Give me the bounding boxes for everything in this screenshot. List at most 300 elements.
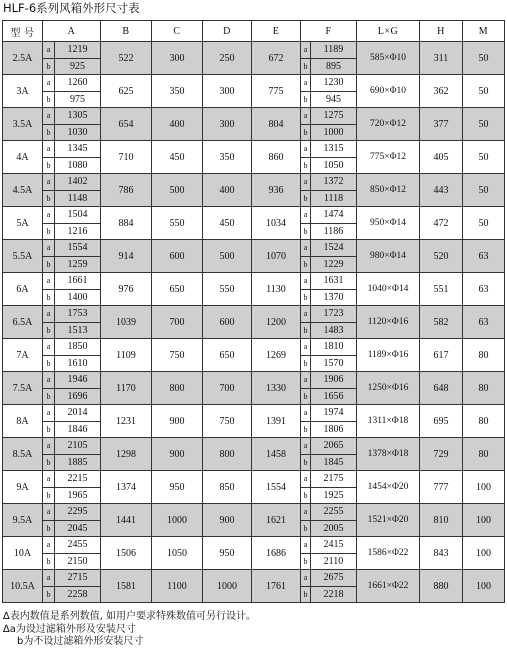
c-cell: 400 [152, 108, 203, 141]
a-sub-label: a [43, 306, 55, 323]
f-value-b: 1229 [311, 256, 357, 273]
model-cell: 7.5A [3, 372, 43, 405]
f-value-a: 1474 [311, 207, 357, 224]
m-cell: 80 [463, 405, 505, 438]
a-sub-label: a [43, 240, 55, 257]
table-row [3, 570, 505, 587]
h-cell: 582 [420, 306, 463, 339]
table-row [3, 174, 505, 191]
a-value-a: 1504 [55, 207, 101, 224]
e-cell: 1269 [252, 339, 301, 372]
h-cell: 777 [420, 471, 463, 504]
a-value-b: 2045 [55, 520, 101, 537]
e-cell: 1034 [252, 207, 301, 240]
lg-cell: 1586×Φ22 [357, 537, 420, 570]
table-row [3, 240, 505, 257]
a-sub-label: b [43, 586, 55, 603]
c-cell: 950 [152, 471, 203, 504]
e-cell: 1391 [252, 405, 301, 438]
a-sub-label: b [43, 322, 55, 339]
f-sub-label: a [301, 75, 311, 92]
c-cell: 750 [152, 339, 203, 372]
m-cell: 100 [463, 504, 505, 537]
triangle-icon: ∆ [3, 611, 10, 622]
f-value-b: 945 [311, 91, 357, 108]
a-value-b: 975 [55, 91, 101, 108]
h-cell: 880 [420, 570, 463, 603]
b-cell: 1374 [101, 471, 152, 504]
h-cell: 617 [420, 339, 463, 372]
f-sub-label: a [301, 273, 311, 290]
f-value-b: 1806 [311, 421, 357, 438]
table-row [3, 42, 505, 59]
a-value-b: 2258 [55, 586, 101, 603]
m-cell: 63 [463, 306, 505, 339]
model-cell: 8.5A [3, 438, 43, 471]
f-value-b: 1925 [311, 487, 357, 504]
table-row [3, 306, 505, 323]
a-sub-label: b [43, 388, 55, 405]
a-sub-label: b [43, 289, 55, 306]
f-sub-label: b [301, 487, 311, 504]
a-sub-label: a [43, 537, 55, 554]
m-cell: 63 [463, 240, 505, 273]
lg-cell: 950×Φ14 [357, 207, 420, 240]
a-value-a: 2455 [55, 537, 101, 554]
a-sub-label: a [43, 339, 55, 356]
document-title: HLF-6系列风箱外形尺寸表 [3, 1, 140, 15]
b-cell: 914 [101, 240, 152, 273]
a-value-b: 1148 [55, 190, 101, 207]
f-sub-label: a [301, 42, 311, 59]
lg-cell: 1311×Φ18 [357, 405, 420, 438]
c-cell: 900 [152, 438, 203, 471]
note-3 [3, 636, 256, 649]
note-2-text: a为设过滤箱外形及安装尺寸 [9, 623, 136, 635]
b-cell: 1506 [101, 537, 152, 570]
f-value-a: 1315 [311, 141, 357, 158]
table-row [3, 504, 505, 521]
f-value-a: 1189 [311, 42, 357, 59]
triangle-icon: ∆ [3, 623, 10, 635]
f-sub-label: b [301, 124, 311, 141]
a-value-b: 1400 [55, 289, 101, 306]
a-sub-label: b [43, 157, 55, 174]
e-cell: 1458 [252, 438, 301, 471]
f-value-b: 1483 [311, 322, 357, 339]
b-cell: 1581 [101, 570, 152, 603]
f-sub-label: a [301, 207, 311, 224]
f-sub-label: a [301, 372, 311, 389]
f-value-a: 1631 [311, 273, 357, 290]
d-cell: 750 [203, 405, 252, 438]
c-cell: 1100 [152, 570, 203, 603]
header-row [3, 21, 505, 42]
f-sub-label: a [301, 405, 311, 422]
table-row [3, 339, 505, 356]
model-cell: 2.5A [3, 42, 43, 75]
h-cell: 377 [420, 108, 463, 141]
d-cell: 300 [203, 75, 252, 108]
a-value-b: 1610 [55, 355, 101, 372]
b-cell: 625 [101, 75, 152, 108]
f-value-a: 2065 [311, 438, 357, 455]
f-sub-label: b [301, 586, 311, 603]
lg-cell: 980×Φ14 [357, 240, 420, 273]
h-cell: 362 [420, 75, 463, 108]
a-value-b: 2150 [55, 553, 101, 570]
f-sub-label: a [301, 339, 311, 356]
f-value-a: 1906 [311, 372, 357, 389]
note-2 [3, 624, 256, 637]
a-value-b: 1216 [55, 223, 101, 240]
e-cell: 1200 [252, 306, 301, 339]
table-row [3, 372, 505, 389]
d-cell: 900 [203, 504, 252, 537]
a-value-b: 1259 [55, 256, 101, 273]
f-value-a: 1275 [311, 108, 357, 125]
a-value-b: 1696 [55, 388, 101, 405]
m-cell: 50 [463, 42, 505, 75]
c-cell: 450 [152, 141, 203, 174]
f-sub-label: b [301, 58, 311, 75]
m-cell: 50 [463, 141, 505, 174]
m-cell: 63 [463, 273, 505, 306]
h-cell: 695 [420, 405, 463, 438]
table-row [3, 108, 505, 125]
a-sub-label: b [43, 454, 55, 471]
c-cell: 350 [152, 75, 203, 108]
f-sub-label: b [301, 223, 311, 240]
b-cell: 654 [101, 108, 152, 141]
c-cell: 650 [152, 273, 203, 306]
table-row [3, 75, 505, 92]
a-value-a: 1345 [55, 141, 101, 158]
lg-cell: 720×Φ12 [357, 108, 420, 141]
f-value-b: 1570 [311, 355, 357, 372]
a-value-b: 1030 [55, 124, 101, 141]
b-cell: 1298 [101, 438, 152, 471]
e-cell: 1761 [252, 570, 301, 603]
h-cell: 551 [420, 273, 463, 306]
a-value-a: 1753 [55, 306, 101, 323]
a-sub-label: b [43, 91, 55, 108]
f-sub-label: a [301, 471, 311, 488]
a-value-a: 2215 [55, 471, 101, 488]
c-cell: 700 [152, 306, 203, 339]
d-cell: 600 [203, 306, 252, 339]
model-cell: 5.5A [3, 240, 43, 273]
c-cell: 1050 [152, 537, 203, 570]
a-value-b: 1885 [55, 454, 101, 471]
header-lg: L×G [357, 21, 420, 42]
d-cell: 400 [203, 174, 252, 207]
lg-cell: 1120×Φ16 [357, 306, 420, 339]
f-sub-label: a [301, 537, 311, 554]
a-sub-label: a [43, 207, 55, 224]
m-cell: 100 [463, 570, 505, 603]
f-sub-label: b [301, 520, 311, 537]
h-cell: 520 [420, 240, 463, 273]
f-value-b: 1186 [311, 223, 357, 240]
e-cell: 672 [252, 42, 301, 75]
b-cell: 1231 [101, 405, 152, 438]
table-row [3, 273, 505, 290]
e-cell: 775 [252, 75, 301, 108]
f-sub-label: b [301, 157, 311, 174]
b-cell: 710 [101, 141, 152, 174]
a-sub-label: a [43, 42, 55, 59]
d-cell: 950 [203, 537, 252, 570]
e-cell: 1330 [252, 372, 301, 405]
a-sub-label: b [43, 124, 55, 141]
a-value-a: 1850 [55, 339, 101, 356]
model-cell: 5A [3, 207, 43, 240]
e-cell: 1621 [252, 504, 301, 537]
table-row [3, 141, 505, 158]
f-sub-label: a [301, 108, 311, 125]
e-cell: 1554 [252, 471, 301, 504]
f-sub-label: a [301, 240, 311, 257]
a-value-b: 1080 [55, 157, 101, 174]
e-cell: 1130 [252, 273, 301, 306]
lg-cell: 1521×Φ20 [357, 504, 420, 537]
f-value-a: 1372 [311, 174, 357, 191]
model-cell: 8A [3, 405, 43, 438]
lg-cell: 850×Φ12 [357, 174, 420, 207]
note-1-text: 表内数值是系列数值, 如用户要求特殊数值可另行设计。 [9, 611, 257, 622]
table-row [3, 405, 505, 422]
b-cell: 1441 [101, 504, 152, 537]
f-value-b: 1050 [311, 157, 357, 174]
header-h: H [420, 21, 463, 42]
header-model: 型 号 [3, 21, 43, 42]
a-value-a: 1219 [55, 42, 101, 59]
model-cell: 6A [3, 273, 43, 306]
lg-cell: 1378×Φ18 [357, 438, 420, 471]
m-cell: 50 [463, 75, 505, 108]
a-value-a: 1946 [55, 372, 101, 389]
f-sub-label: b [301, 322, 311, 339]
model-cell: 10.5A [3, 570, 43, 603]
model-cell: 7A [3, 339, 43, 372]
e-cell: 804 [252, 108, 301, 141]
f-sub-label: b [301, 355, 311, 372]
model-cell: 9.5A [3, 504, 43, 537]
header-c: C [152, 21, 203, 42]
h-cell: 472 [420, 207, 463, 240]
lg-cell: 585×Φ10 [357, 42, 420, 75]
b-cell: 786 [101, 174, 152, 207]
f-sub-label: b [301, 190, 311, 207]
model-cell: 9A [3, 471, 43, 504]
a-sub-label: b [43, 223, 55, 240]
model-cell: 10A [3, 537, 43, 570]
a-sub-label: a [43, 174, 55, 191]
lg-cell: 690×Φ10 [357, 75, 420, 108]
f-value-a: 2175 [311, 471, 357, 488]
f-sub-label: b [301, 289, 311, 306]
f-value-b: 895 [311, 58, 357, 75]
a-sub-label: b [43, 355, 55, 372]
d-cell: 550 [203, 273, 252, 306]
a-sub-label: a [43, 471, 55, 488]
f-sub-label: a [301, 438, 311, 455]
f-sub-label: b [301, 256, 311, 273]
c-cell: 500 [152, 174, 203, 207]
header-b: B [101, 21, 152, 42]
e-cell: 1686 [252, 537, 301, 570]
a-sub-label: a [43, 504, 55, 521]
d-cell: 850 [203, 471, 252, 504]
lg-cell: 775×Φ12 [357, 141, 420, 174]
b-cell: 522 [101, 42, 152, 75]
a-sub-label: a [43, 405, 55, 422]
lg-cell: 1454×Φ20 [357, 471, 420, 504]
f-sub-label: a [301, 174, 311, 191]
f-value-a: 2675 [311, 570, 357, 587]
e-cell: 860 [252, 141, 301, 174]
lg-cell: 1250×Φ16 [357, 372, 420, 405]
a-sub-label: b [43, 487, 55, 504]
d-cell: 700 [203, 372, 252, 405]
d-cell: 650 [203, 339, 252, 372]
a-sub-label: a [43, 141, 55, 158]
b-cell: 1109 [101, 339, 152, 372]
b-cell: 884 [101, 207, 152, 240]
e-cell: 1070 [252, 240, 301, 273]
note-1 [3, 611, 256, 624]
model-cell: 6.5A [3, 306, 43, 339]
h-cell: 843 [420, 537, 463, 570]
a-value-a: 2105 [55, 438, 101, 455]
d-cell: 350 [203, 141, 252, 174]
dimension-table [2, 20, 505, 603]
a-sub-label: a [43, 108, 55, 125]
f-value-a: 2255 [311, 504, 357, 521]
h-cell: 810 [420, 504, 463, 537]
a-sub-label: b [43, 58, 55, 75]
a-sub-label: a [43, 75, 55, 92]
b-cell: 1039 [101, 306, 152, 339]
table-row [3, 537, 505, 554]
f-value-a: 1810 [311, 339, 357, 356]
a-sub-label: a [43, 438, 55, 455]
h-cell: 443 [420, 174, 463, 207]
f-sub-label: a [301, 504, 311, 521]
m-cell: 50 [463, 108, 505, 141]
d-cell: 250 [203, 42, 252, 75]
table-row [3, 471, 505, 488]
header-e: E [252, 21, 301, 42]
a-value-a: 1661 [55, 273, 101, 290]
f-sub-label: b [301, 553, 311, 570]
header-f: F [301, 21, 357, 42]
lg-cell: 1189×Φ16 [357, 339, 420, 372]
h-cell: 729 [420, 438, 463, 471]
a-value-a: 1305 [55, 108, 101, 125]
d-cell: 800 [203, 438, 252, 471]
footnotes [3, 611, 256, 649]
a-value-a: 2715 [55, 570, 101, 587]
f-sub-label: a [301, 570, 311, 587]
a-sub-label: b [43, 256, 55, 273]
c-cell: 600 [152, 240, 203, 273]
m-cell: 100 [463, 471, 505, 504]
c-cell: 1000 [152, 504, 203, 537]
e-cell: 936 [252, 174, 301, 207]
header-a: A [43, 21, 101, 42]
a-value-a: 2295 [55, 504, 101, 521]
a-sub-label: b [43, 520, 55, 537]
f-value-b: 1845 [311, 454, 357, 471]
f-value-b: 1118 [311, 190, 357, 207]
c-cell: 900 [152, 405, 203, 438]
b-cell: 976 [101, 273, 152, 306]
f-sub-label: a [301, 141, 311, 158]
f-value-b: 1000 [311, 124, 357, 141]
m-cell: 80 [463, 372, 505, 405]
d-cell: 450 [203, 207, 252, 240]
a-value-b: 1513 [55, 322, 101, 339]
m-cell: 100 [463, 537, 505, 570]
d-cell: 500 [203, 240, 252, 273]
d-cell: 1000 [203, 570, 252, 603]
a-sub-label: a [43, 372, 55, 389]
model-cell: 4A [3, 141, 43, 174]
f-value-b: 2218 [311, 586, 357, 603]
a-value-a: 1402 [55, 174, 101, 191]
c-cell: 300 [152, 42, 203, 75]
lg-cell: 1040×Φ14 [357, 273, 420, 306]
d-cell: 300 [203, 108, 252, 141]
model-cell: 4.5A [3, 174, 43, 207]
header-d: D [203, 21, 252, 42]
f-value-a: 1723 [311, 306, 357, 323]
h-cell: 311 [420, 42, 463, 75]
a-sub-label: b [43, 190, 55, 207]
f-value-a: 1524 [311, 240, 357, 257]
c-cell: 800 [152, 372, 203, 405]
c-cell: 550 [152, 207, 203, 240]
f-value-b: 2005 [311, 520, 357, 537]
m-cell: 80 [463, 339, 505, 372]
f-value-b: 1370 [311, 289, 357, 306]
b-cell: 1170 [101, 372, 152, 405]
a-sub-label: b [43, 553, 55, 570]
header-m: M [463, 21, 505, 42]
a-sub-label: a [43, 570, 55, 587]
m-cell: 50 [463, 207, 505, 240]
f-value-b: 2110 [311, 553, 357, 570]
a-value-a: 1554 [55, 240, 101, 257]
a-value-b: 1846 [55, 421, 101, 438]
model-cell: 3.5A [3, 108, 43, 141]
a-sub-label: a [43, 273, 55, 290]
f-value-a: 1230 [311, 75, 357, 92]
f-sub-label: b [301, 388, 311, 405]
f-sub-label: b [301, 91, 311, 108]
note-3-text: b为不设过滤箱外形安装尺寸 [17, 636, 144, 647]
h-cell: 405 [420, 141, 463, 174]
table-row [3, 207, 505, 224]
a-value-b: 925 [55, 58, 101, 75]
a-value-b: 1965 [55, 487, 101, 504]
f-sub-label: b [301, 421, 311, 438]
h-cell: 648 [420, 372, 463, 405]
m-cell: 50 [463, 174, 505, 207]
lg-cell: 1661×Φ22 [357, 570, 420, 603]
